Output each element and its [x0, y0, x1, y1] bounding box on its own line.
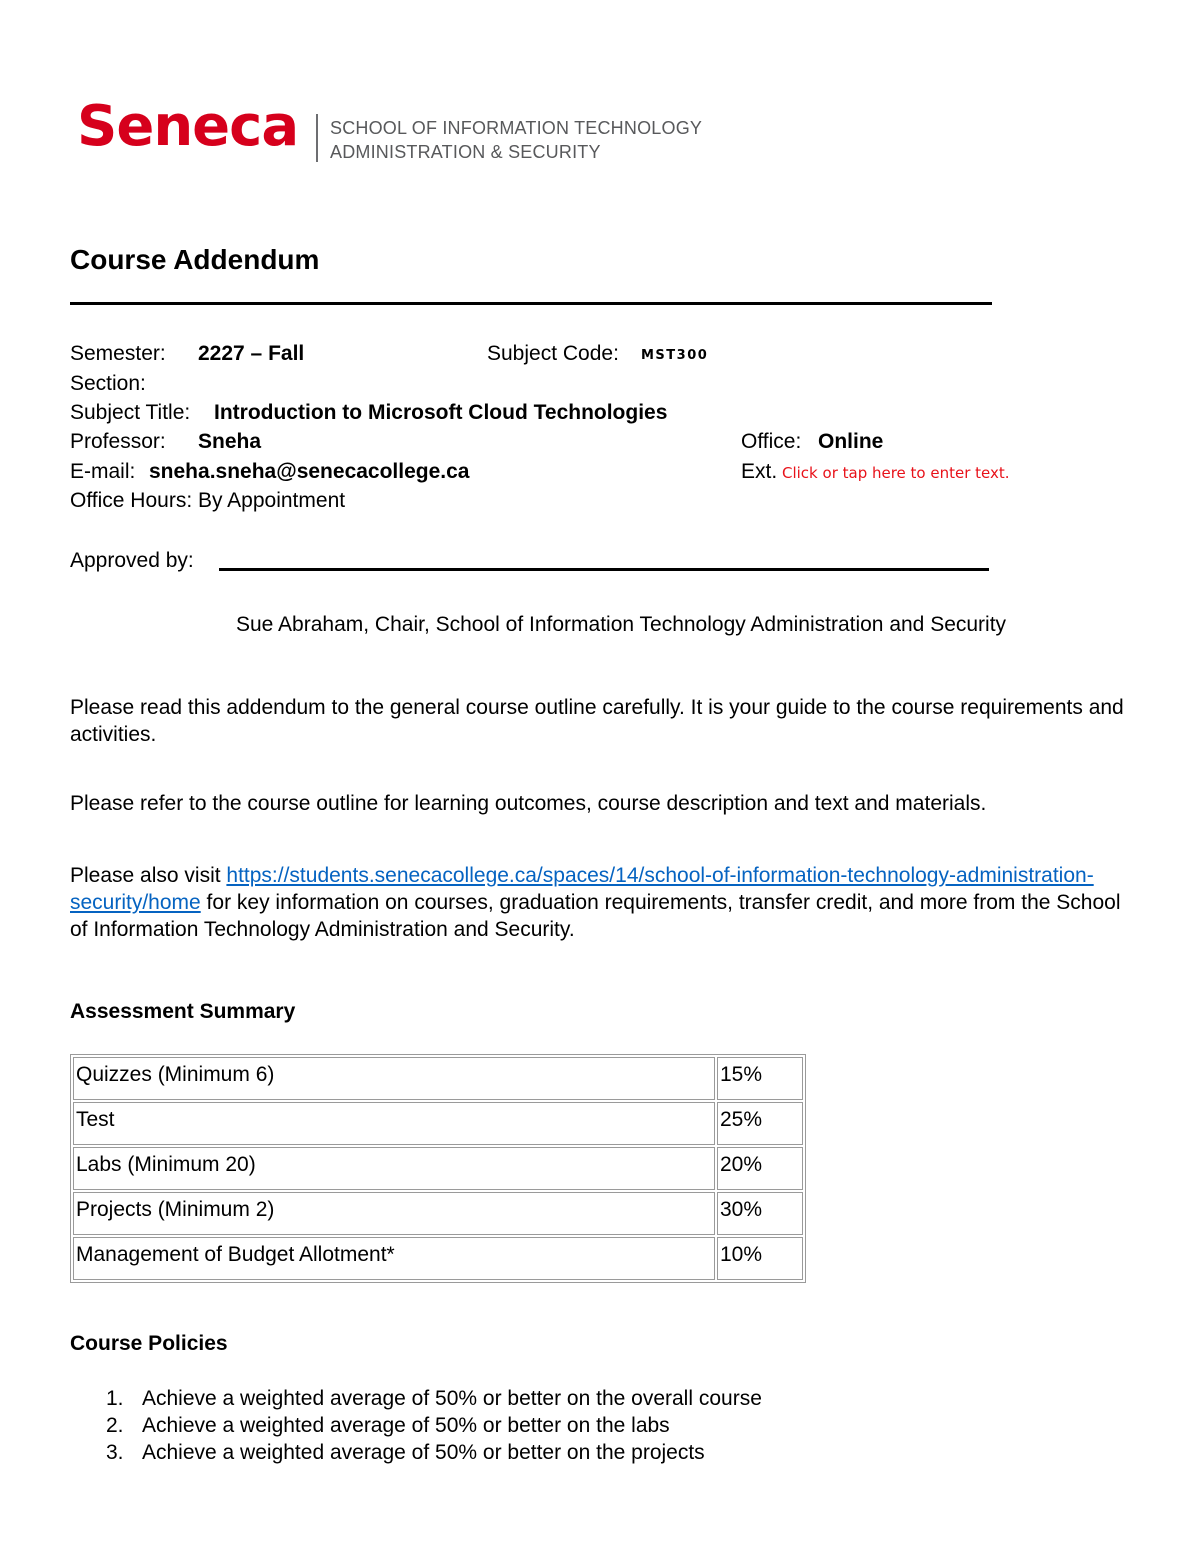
professor-label: Professor:: [70, 430, 166, 453]
assessment-weight: 15%: [717, 1057, 803, 1100]
assessment-name: Projects (Minimum 2): [73, 1192, 715, 1235]
list-item-text: Achieve a weighted average of 50% or better on the labs: [142, 1414, 670, 1437]
visit-text-before: Please also visit: [70, 864, 227, 887]
list-item-number: 2.: [106, 1414, 124, 1437]
email-label: E-mail:: [70, 460, 136, 483]
approver-name: Sue Abraham, Chair, School of Information Technology Administration and Security: [236, 613, 1007, 636]
assessment-name: Management of Budget Allotment*: [73, 1237, 715, 1280]
assessment-name: Labs (Minimum 20): [73, 1147, 715, 1190]
assessment-name: Test: [73, 1102, 715, 1145]
approved-by-label: Approved by:: [70, 549, 194, 572]
list-item: [106, 1415, 670, 1436]
semester-value: 2227 – Fall: [198, 342, 305, 365]
ext-placeholder-field[interactable]: Click or tap here to enter text.: [782, 464, 1010, 482]
table-row: [73, 1102, 803, 1145]
course-policies-heading: Course Policies: [70, 1332, 228, 1355]
list-item-number: 3.: [106, 1441, 124, 1464]
office-label: Office:: [741, 430, 802, 453]
office-value: Online: [818, 430, 884, 453]
semester-label: Semester:: [70, 342, 166, 365]
intro-paragraph: Please read this addendum to the general course outline carefully. It is your guide to the course requirements and activities.: [70, 696, 1124, 746]
subject-code-value: MST300: [641, 348, 709, 363]
approval-signature-line: [219, 568, 989, 571]
email-value[interactable]: sneha.sneha@senecacollege.ca: [149, 460, 470, 483]
section-label: Section:: [70, 372, 146, 395]
professor-value: Sneha: [198, 430, 262, 453]
table-row: [73, 1057, 803, 1100]
subject-code-label: Subject Code:: [487, 342, 619, 365]
list-item: [106, 1442, 705, 1463]
list-item: [106, 1388, 762, 1409]
office-hours: Office Hours: By Appointment: [70, 489, 346, 512]
seneca-logo-wordmark: Seneca: [77, 94, 299, 159]
table-row: [73, 1192, 803, 1235]
assessment-table: [70, 1054, 806, 1283]
table-row: [73, 1147, 803, 1190]
assessment-weight: 10%: [717, 1237, 803, 1280]
list-item-text: Achieve a weighted average of 50% or better on the projects: [142, 1441, 705, 1464]
title-divider: [70, 302, 992, 305]
visit-paragraph: [70, 862, 1140, 943]
logo-school-line-1: SCHOOL OF INFORMATION TECHNOLOGY: [330, 118, 703, 138]
students-portal-link[interactable]: https://students.senecacollege.ca/spaces/14/school-of-information-technology-administration-security/home: [70, 864, 1094, 914]
table-row: [73, 1237, 803, 1280]
outline-reference-paragraph: Please refer to the course outline for learning outcomes, course description and text and materials.: [70, 792, 987, 815]
list-item-text: Achieve a weighted average of 50% or better on the overall course: [142, 1387, 762, 1410]
assessment-weight: 30%: [717, 1192, 803, 1235]
logo-divider: [316, 114, 318, 162]
logo-school-line-2: ADMINISTRATION & SECURITY: [330, 142, 601, 162]
visit-text-after: for key information on courses, graduation requirements, transfer credit, and more from the School of Information Technology Administration and Security.: [70, 891, 1121, 941]
subject-title-label: Subject Title:: [70, 401, 191, 424]
assessment-summary-heading: Assessment Summary: [70, 1000, 296, 1023]
assessment-weight: 20%: [717, 1147, 803, 1190]
assessment-weight: 25%: [717, 1102, 803, 1145]
page-title: Course Addendum: [70, 244, 320, 275]
ext-label: Ext.: [741, 460, 778, 483]
assessment-name: Quizzes (Minimum 6): [73, 1057, 715, 1100]
subject-title-value: Introduction to Microsoft Cloud Technologies: [214, 401, 668, 424]
list-item-number: 1.: [106, 1387, 124, 1410]
